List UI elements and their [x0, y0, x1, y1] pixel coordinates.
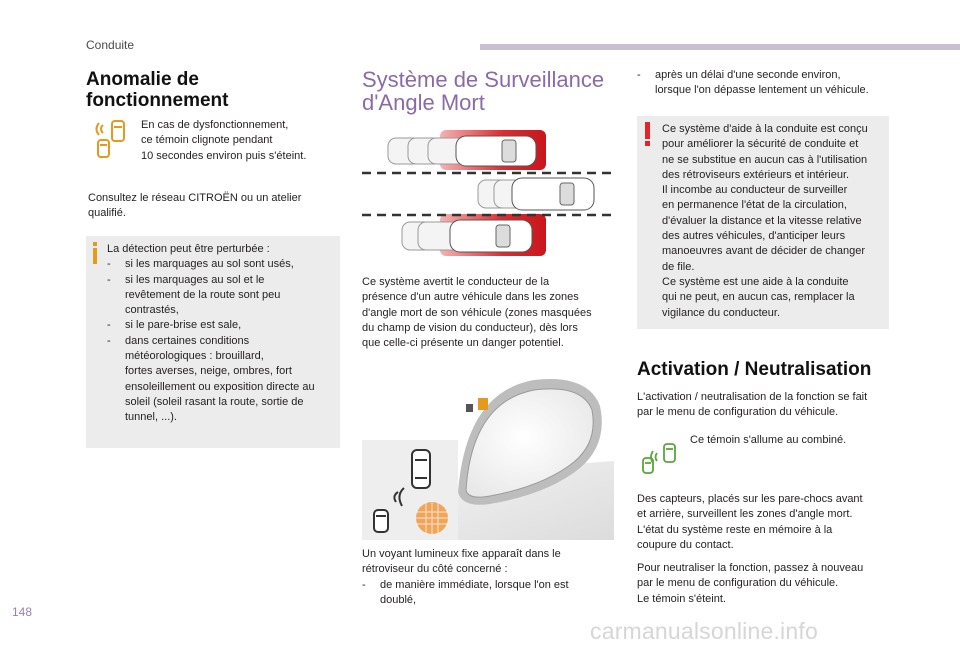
activation-paragraph-3: Pour neutraliser la fonction, passez à nouveau par le menu de configuration du véhicule. Le témoin s'éteint. — [637, 562, 864, 605]
list-item: - si les marquages au sol et le revêtement de la route sont peu contrastés, — [107, 273, 281, 317]
system-description: Ce système avertit le conducteur de la présence d'un autre véhicule dans les zones d'angle mort de son véhicule (zones masquées du champ de vision du conducteur), dès lors que celle-ci présente un danger potentiel. — [362, 276, 592, 350]
info-icon — [93, 242, 97, 264]
warning-box-text: Ce système d'aide à la conduite est conçu pour améliorer la sécurité de conduite et ne se substitue en aucun cas à l'utilisation des rétroviseurs extérieurs et intérieur. Il incombe au conducteur de surveiller en permanence l'état de la circulation, d'évaluer la distance et la vitesse relative des autres véhicules, d'anticiper leurs manoeuvres avant de décider de changer de file. Ce système est une aide à la conduite qui ne peut, en aucun cas, remplacer la vigilance du conducteur. — [662, 123, 868, 319]
header-bar — [480, 44, 960, 50]
list-item-after-delay: - après un délai d'une seconde environ, lorsque l'on dépasse lentement un véhicule. — [637, 69, 869, 97]
activation-title: Activation / Neutralisation — [637, 359, 872, 380]
anomalie-title: Anomalie de fonctionnement — [86, 69, 229, 111]
info-box-text: La détection peut être perturbée : - si les marquages au sol sont usés, - si les marquages au sol et le revêtement de la route sont peu contrastés, - si le pare-brise est sale, - dans certaines conditions météorologiques : brouillard, fortes averses, neige, ombres, fort ensoleillement ou exposition directe au soleil (soleil rasant la route, sortie de tunnel, ...). — [107, 242, 339, 426]
system-title: Système de Surveillance d'Angle Mort — [362, 67, 605, 115]
blind-spot-indicator-green-icon — [640, 440, 680, 476]
list-item: - si les marquages au sol sont usés, — [107, 258, 294, 271]
temoin-text: Ce témoin s'allume au combiné. — [690, 434, 847, 446]
activation-paragraph-1: L'activation / neutralisation de la fonction se fait par le menu de configuration du véhicule. — [637, 391, 868, 419]
list-item: - de manière immédiate, lorsque l'on est doublé, — [362, 578, 569, 606]
activation-paragraph-2: Des capteurs, placés sur les pare-chocs avant et arrière, surveillent les zones d'angle mort. L'état du système reste en mémoire à la coupure du contact. — [637, 493, 863, 551]
voyant-text: Un voyant lumineux fixe apparaît dans le rétroviseur du côté concerné : - de manière immédiate, lorsque l'on est doublé, — [362, 547, 618, 608]
page-number: 148 — [12, 605, 33, 619]
blind-spot-warning-icon — [94, 118, 128, 160]
list-item: - si le pare-brise est sale, — [107, 319, 242, 332]
warning-icon — [645, 122, 650, 146]
anomalie-consult-text: Consultez le réseau CITROËN ou un atelier qualifié. — [88, 192, 302, 220]
blind-spot-illustration — [362, 126, 616, 260]
overtaking-vehicle-icon — [362, 440, 458, 540]
anomalie-warning-text: En cas de dysfonctionnement, ce témoin clignote pendant 10 secondes environ puis s'éteint. — [141, 119, 307, 162]
list-item: - dans certaines conditions météorologiques : brouillard, fortes averses, neige, ombres, fort ensoleillement ou exposition directe au soleil (soleil rasant la route, sortie de tunnel, ...). — [107, 334, 315, 424]
watermark: carmanualsonline.info — [590, 618, 818, 644]
section-header: Conduite — [86, 38, 135, 52]
